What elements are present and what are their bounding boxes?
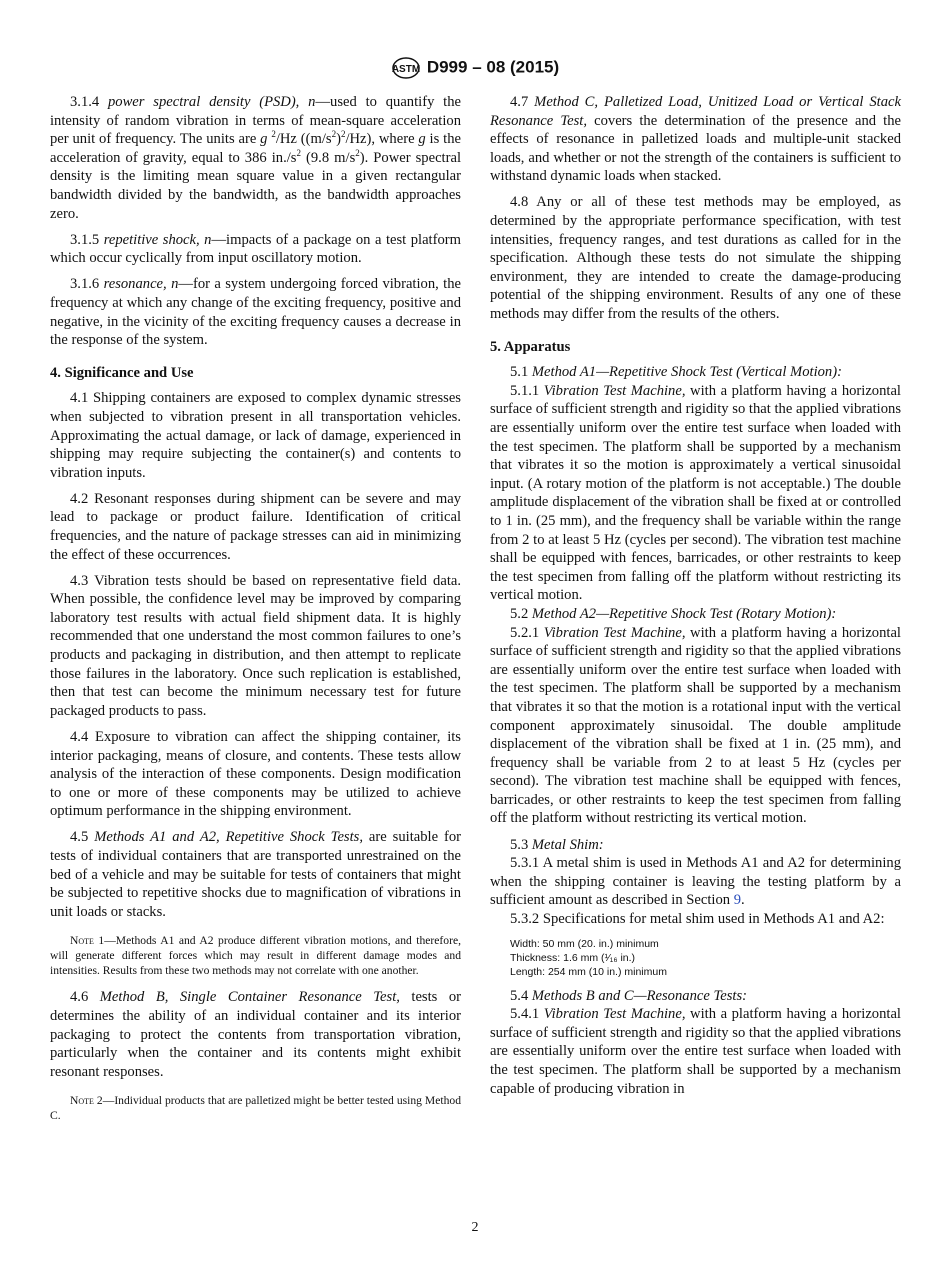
- paragraph: [490, 987, 901, 1006]
- term-italic: Metal Shim:: [531, 836, 604, 853]
- paragraph: [50, 728, 461, 821]
- paragraph: [490, 910, 901, 929]
- text-run: (9.8 m/s: [300, 149, 356, 166]
- text-run: 4.8 Any or all of these test methods may be employed, as determined by the appropriate performance specification, with test intensities, frequency ranges, and test durations as called for in the specification. Although these tests do not simulate the shipping environment, they are intended to create the damage-producing potential of the shipping environment. Results of any one of these methods may differ from the results of the others.: [490, 194, 901, 323]
- text-run: 4.6: [70, 989, 100, 1006]
- paragraph: [50, 93, 461, 223]
- text-run: 5.3.1 A metal shim is used in Methods A1 and A2 for determining when the shipping container is leaving the testing platform by a sufficient amount as described in Section: [490, 855, 901, 909]
- text-run: with a platform having a horizontal surface of sufficient strength and rigidity so that the applied vibrations are essentially uniform over the entire test surface when loaded with the test specimen. The platform shall be supported by a mechanism that vibrates it so the motion is approximately a vertical sinusoidal input. (A rotary motion of the platform is not acceptable.) The double amplitude displacement of the vibration shall be fixed at or controlled to 1 in. (25 mm), and the frequency shall be variable within the range from 2 to at least 5 Hz (cycles per second). The vibration test machine shall be equipped with fences, barricades, or other restraints to keep the test specimen from falling off the platform without restricting its vertical motion.: [490, 382, 901, 604]
- text-run: /Hz ((m/s: [275, 131, 332, 148]
- term-italic: power spectral density (PSD), n: [107, 94, 316, 110]
- term-italic: repetitive shock, n: [103, 231, 212, 248]
- text-run: .: [741, 892, 745, 909]
- section-heading: [490, 338, 901, 357]
- text-run: 4.3 Vibration tests should be based on representative field data. When possible, the confidence level may be improved by comparing laboratory test results with actual field shipment data. It is highly recommended that one understand the most common failures to one’s products and packaging in distribution, and then attempt to replicate those failures in the laboratory. Once such replication is established, then that test can become the minimum necessary test for future packaged products to pass.: [50, 572, 461, 719]
- term-italic: Method A2—Repetitive Shock Test (Rotary Motion):: [531, 605, 837, 622]
- text-run: 5. Apparatus: [490, 338, 571, 355]
- paragraph: [490, 363, 901, 382]
- text-run: 2: [331, 129, 337, 140]
- text-run: covers the determination of the presence and the effects of resonance in palletized loads and multiple-unit stacked loads, and whether or not the strength of the containers is sufficient to withstand dynamic loads when stacked.: [490, 112, 901, 185]
- text-run: —impacts of a package on a test platform which occur cyclically from input oscillatory motion.: [50, 231, 461, 267]
- term-italic: g: [418, 131, 426, 148]
- text-run: 5.4.1: [510, 1006, 544, 1023]
- left-column: [50, 93, 461, 1133]
- text-run: 4.1 Shipping containers are exposed to complex dynamic stresses when subjected to vibration present in all transportation vehicles. Approximating the actual damage, or lack of damage, experienced in shipping may require subjecting the container(s) and contents to vibration inputs.: [50, 390, 461, 481]
- text-run: 4. Significance and Use: [50, 364, 194, 381]
- paragraph: [50, 572, 461, 721]
- right-column: [490, 93, 901, 1098]
- text-run: 5.2.1: [510, 624, 544, 641]
- text-run: 2—Individual products that are palletized might be better tested using Method C.: [50, 1094, 461, 1123]
- text-run: 4.5: [70, 829, 95, 846]
- paragraph: [490, 193, 901, 323]
- astm-logo-icon: [391, 56, 421, 80]
- term-italic: resonance, n: [103, 276, 179, 293]
- text-run: 2: [296, 147, 301, 158]
- paragraph: [50, 389, 461, 482]
- paragraph: [490, 382, 901, 605]
- text-run: 5.4: [510, 987, 532, 1004]
- spec-line: Thickness: 1.6 mm (¹⁄₁₆ in.): [510, 951, 636, 964]
- text-run: —for a system undergoing forced vibration, the frequency at which any change of the exciting frequency, positive and negative, in the vicinity of the exciting frequency causes a decrease in the response of the system.: [50, 276, 461, 349]
- text-run: /Hz), where: [345, 131, 419, 148]
- paragraph: [490, 1005, 901, 1098]
- paragraph: [50, 828, 461, 921]
- paragraph: [50, 231, 461, 268]
- paragraph: [490, 605, 901, 624]
- term-italic: Method C, Palletized Load, Unitized Load or Vertical Stack Resonance Test,: [490, 94, 901, 129]
- term-italic: Vibration Test Machine,: [543, 624, 686, 641]
- text-run: 5.1: [510, 364, 532, 381]
- text-run: 5.1.1: [510, 382, 544, 399]
- document-designation: D999 – 08 (2015): [426, 57, 560, 77]
- page-number: 2: [471, 1220, 479, 1235]
- term-italic: Method B, Single Container Resonance Test,: [99, 989, 400, 1006]
- text-run: tests or determines the ability of an individual container and its interior packaging to protect the contents from transportation vibration, particularly when the container and its contents might exhibit resonant responses.: [50, 989, 462, 1080]
- text-run: is the acceleration of gravity, equal to 386 in./s: [50, 131, 461, 166]
- paragraph: [50, 988, 461, 1081]
- text-run: 3.1.6: [70, 276, 104, 293]
- text-run: with a platform having a horizontal surface of sufficient strength and rigidity so that the applied vibrations are essentially uniform over the entire test surface when loaded with the test specimen. The platform shall be supported by a mechanism capable of producing vibration in: [490, 1006, 901, 1097]
- page-header: [0, 56, 950, 80]
- text-run: 5.2: [510, 605, 532, 622]
- paragraph: [490, 836, 901, 855]
- text-run: are suitable for tests of individual containers that are transported unrestrained on the bed of a vehicle and may be suitable for tests of containers that might be subjected to repetitive shocks due to magnification of vibrations in unit loads or stacks.: [50, 829, 462, 920]
- spec-line: Width: 50 mm (20. in.) minimum: [510, 937, 659, 950]
- text-run: 4.2 Resonant responses during shipment can be severe and may lead to package or product failure. Identification of critical frequencies, and the nature of package stresses can aid in minimizing the effect of these occurrences.: [50, 490, 461, 563]
- term-italic: g: [260, 131, 268, 148]
- text-run: 2: [340, 129, 346, 140]
- term-italic: Methods B and C—Resonance Tests:: [531, 987, 747, 1004]
- text-run: 4.4 Exposure to vibration can affect the shipping container, its interior packaging, means of closure, and contents. These tests allow analysis of the interaction of these components. Design modification to one or more of these components may be utilized to achieve optimum performance in the shipping environment.: [50, 728, 461, 820]
- text-run: 3.1.4: [70, 94, 108, 110]
- svg-text:ASTM: ASTM: [391, 64, 420, 75]
- section-link[interactable]: 9: [733, 892, 742, 909]
- paragraph: [50, 275, 461, 349]
- text-run: 2: [271, 129, 276, 140]
- text-run: with a platform having a horizontal surface of sufficient strength and rigidity so that the applied vibrations are essentially uniform over the entire test surface when loaded with the test specimen. The platform shall be supported by a mechanism that vibrates it so that the motion is a rotational input with the vertical component approximately sinusoidal. The double amplitude displacement of the vibration shall be fixed at 1 in. (25 mm), and frequency shall be variable from 2 to at least 5 Hz (cycles per second). The vibration test machine shall be equipped with fences, barricades, or other restraints to keep the test specimen from falling off the platform without restricting its vertical motion.: [490, 624, 901, 827]
- text-run: 5.3: [510, 836, 532, 853]
- section-heading: [50, 364, 461, 383]
- text-run: ). Power spectral density is the limiting mean square value in a given rectangular bandwidth divided by the bandwidth, as the bandwidth approaches zero.: [50, 149, 461, 222]
- text-run: 1—Methods A1 and A2 produce different vibration motions, and therefore, will generate different forces which may result in different damage modes and intensities. Results from these two methods may not correlate with one another.: [50, 934, 461, 978]
- term-italic: Vibration Test Machine,: [543, 382, 686, 399]
- paragraph: [50, 490, 461, 564]
- text-run: 5.3.2 Specifications for metal shim used in Methods A1 and A2:: [510, 910, 885, 927]
- shim-specification-list: [510, 937, 901, 979]
- text-run: Note: [70, 1094, 94, 1108]
- term-italic: Vibration Test Machine,: [543, 1006, 686, 1023]
- text-run: —used to quantify the intensity of random vibration in terms of mean-square acceleration per unit of frequency. The units are: [50, 94, 461, 148]
- paragraph: [490, 624, 901, 829]
- note: [50, 1093, 461, 1123]
- paragraph: [490, 93, 901, 186]
- term-italic: Methods A1 and A2, Repetitive Shock Tests,: [94, 829, 363, 846]
- term-italic: Method A1—Repetitive Shock Test (Vertical Motion):: [531, 364, 842, 381]
- text-run: Note: [70, 934, 94, 948]
- note: [50, 933, 461, 978]
- text-run: 3.1.5: [70, 231, 104, 248]
- text-run: 2: [355, 147, 360, 158]
- text-run: ): [336, 131, 341, 148]
- text-run: 4.7: [510, 94, 535, 110]
- spec-line: Length: 254 mm (10 in.) minimum: [510, 965, 667, 978]
- paragraph: [490, 854, 901, 910]
